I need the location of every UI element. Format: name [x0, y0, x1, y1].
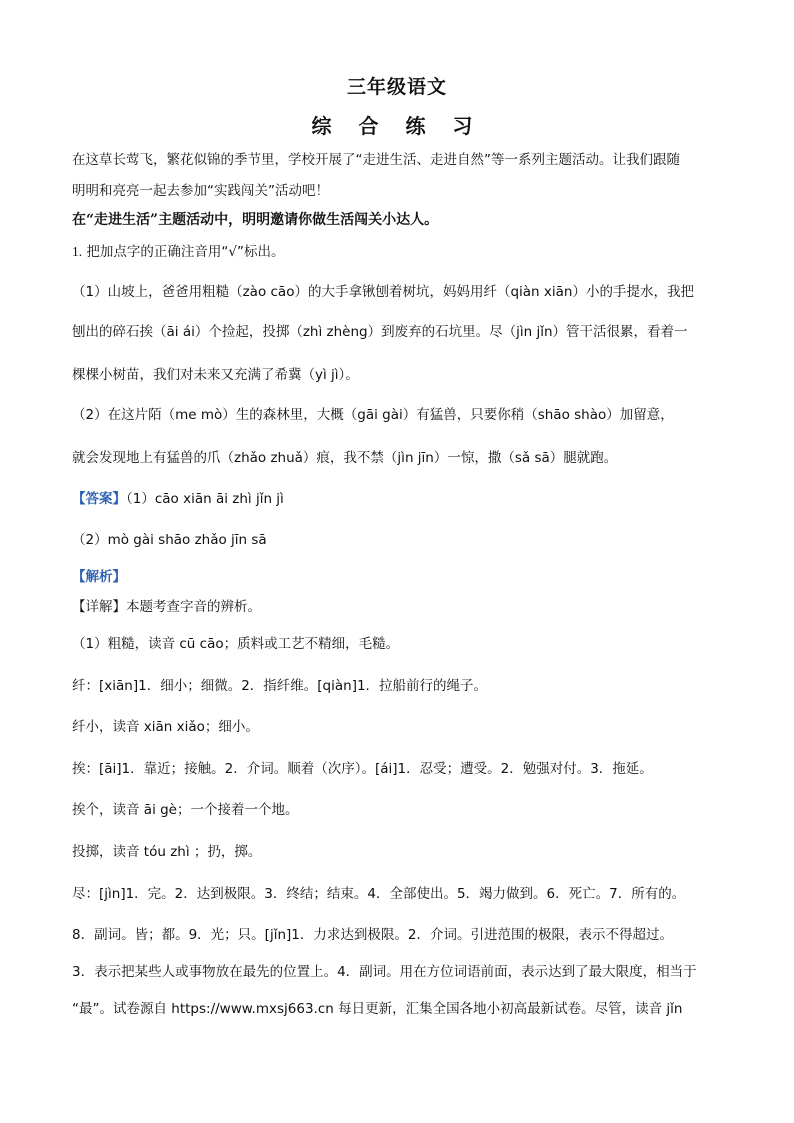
analysis-line: 挨：[āi]1．靠近；接触。2．介词。顺着（次序）。[ái]1．忍受；遭受。2．勉强对付。3．拖延。 — [72, 761, 653, 777]
intro-line: 明明和亮亮一起去参加“实践闯关”活动吧！ — [72, 183, 329, 199]
analysis-line: （1）粗糙，读音 cū cāo；质料或工艺不精细，毛糙。 — [72, 636, 400, 652]
answer-tag: 【答案】 — [72, 491, 126, 507]
passage2-line: （2）在这片陌（me mò）生的森林里，大概（gāi gài）有猛兽，只要你稍（shāo shào）加留意， — [72, 407, 674, 423]
detail-tag: 【详解】 — [72, 599, 126, 615]
analysis-line: 尽：[jìn]1．完。2．达到极限。3．终结；结束。4．全部使出。5．竭力做到。6．死亡。7．所有的。 — [72, 886, 686, 902]
answer-line: （2）mò gài shāo zhǎo jīn sā — [72, 532, 267, 548]
passage1-line: 刨出的碎石挨（āi ái）个捡起，投掷（zhì zhèng）到废弃的石坑里。尽（jìn jǐn）管干活很累，看着一 — [72, 324, 688, 340]
passage2-line: 就会发现地上有猛兽的爪（zhǎo zhuǎ）痕，我不禁（jìn jīn）一惊，撒（sǎ sā）腿就跑。 — [72, 450, 618, 466]
question-text: 把加点字的正确注音用“√”标出。 — [86, 244, 285, 260]
analysis-line: 挨个，读音 āi gè；一个接着一个地。 — [72, 802, 299, 818]
answer-line — [72, 489, 284, 509]
question-number: 1. — [72, 244, 83, 259]
section-heading: 在“走进生活”主题活动中，明明邀请你做生活闯关小达人。 — [72, 212, 439, 228]
question-prompt — [72, 242, 285, 262]
analysis-line: 3．表示把某些人或事物放在最先的位置上。4．副词。用在方位词语前面，表示达到了最大限度，相当于 — [72, 964, 697, 980]
document-subtitle: 综 合 练 习 — [311, 114, 483, 138]
intro-line: 在这草长莺飞，繁花似锦的季节里，学校开展了“走进生活、走进自然”等一系列主题活动。让我们跟随 — [72, 152, 680, 168]
analysis-line: 纤：[xiān]1．细小；细微。2．指纤维。[qiàn]1．拉船前行的绳子。 — [72, 678, 488, 694]
detail-text: 本题考查字音的辨析。 — [126, 599, 261, 615]
analysis-line: 8．副词。皆；都。9．光；只。[jǐn]1．力求达到极限。2．介词。引进范围的极限，表示不得超过。 — [72, 927, 673, 943]
analysis-tag — [72, 567, 126, 587]
analysis-line: 投掷，读音 tóu zhì ；扔，掷。 — [72, 844, 262, 860]
analysis-line: “最”。试卷源自 https://www.mxsj663.cn 每日更新，汇集全国各地小初高最新试卷。尽管，读音 jǐn — [72, 1001, 683, 1017]
document-title: 三年级语文 — [346, 76, 447, 98]
analysis-line: 纤小，读音 xiān xiǎo；细小。 — [72, 719, 259, 735]
passage1-line: （1）山坡上，爸爸用粗糙（zào cāo）的大手拿锹刨着树坑，妈妈用纤（qiàn xiān）小的手提水，我把 — [72, 284, 694, 300]
passage1-line: 棵棵小树苗，我们对未来又充满了希冀（yì jì）。 — [72, 367, 359, 383]
analysis-label: 【解析】 — [72, 569, 126, 585]
answer-text: （1）cāo xiān āi zhì jǐn jì — [126, 491, 284, 507]
detail-line — [72, 597, 261, 617]
